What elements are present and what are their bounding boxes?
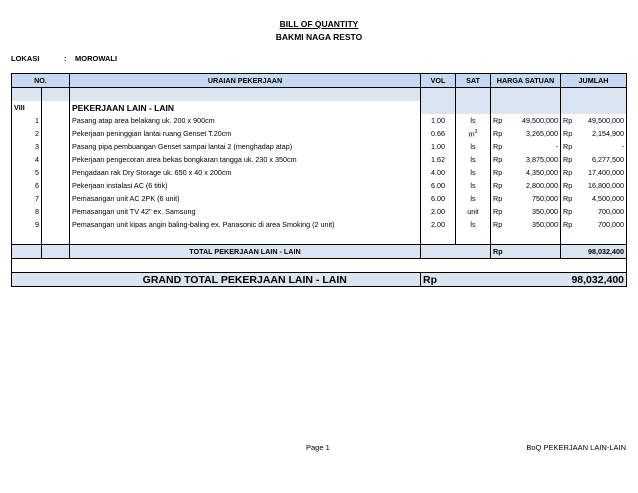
section-name: PEKERJAAN LAIN - LAIN xyxy=(70,101,421,114)
item-unit: ls xyxy=(456,192,491,205)
total-value: 98,032,400 xyxy=(561,245,627,259)
item-unit-price: 2,800,000 xyxy=(526,181,558,190)
item-unit: ls xyxy=(456,166,491,179)
item-total: 4,500,000 xyxy=(578,192,627,205)
item-total-currency: Rp xyxy=(561,166,578,179)
item-description: Pemasangan unit AC 2PK (6 unit) xyxy=(70,192,421,205)
item-unit: ls xyxy=(456,140,491,153)
item-unit-price: 4,350,000 xyxy=(526,168,558,177)
document-title: BILL OF QUANTITY xyxy=(279,19,359,29)
item-volume: 1.00 xyxy=(421,140,456,153)
item-price-currency: Rp xyxy=(491,114,508,127)
item-total-currency: Rp xyxy=(561,179,578,192)
unit-superscript: 3 xyxy=(474,128,478,135)
location-label: LOKASI xyxy=(11,54,40,63)
item-volume: 1.62 xyxy=(421,153,456,166)
item-number: 6 xyxy=(12,179,42,192)
section-number: VIII xyxy=(12,101,42,114)
item-total: 700,000 xyxy=(578,218,627,231)
grand-total-currency: Rp xyxy=(421,273,456,287)
item-volume: 6.00 xyxy=(421,192,456,205)
item-unit-price: 3,875,000 xyxy=(526,155,558,164)
item-spacer xyxy=(42,153,70,166)
project-name: BAKMI NAGA RESTO xyxy=(275,32,363,42)
item-price-currency: Rp xyxy=(491,153,508,166)
item-number: 9 xyxy=(12,218,42,231)
grand-total-label: GRAND TOTAL PEKERJAAN LAIN - LAIN xyxy=(70,273,421,287)
total-currency: Rp xyxy=(491,245,561,259)
item-row xyxy=(12,114,627,127)
item-number: 5 xyxy=(12,166,42,179)
item-spacer xyxy=(42,205,70,218)
spacer-row xyxy=(12,88,627,102)
item-price-currency: Rp xyxy=(491,127,508,140)
item-spacer xyxy=(42,218,70,231)
item-spacer xyxy=(42,179,70,192)
item-row xyxy=(12,218,627,231)
item-total-currency: Rp xyxy=(561,192,578,205)
col-vol-header: VOL xyxy=(421,74,456,88)
item-price-currency: Rp xyxy=(491,218,508,231)
item-description: Pasang atap area belakang uk. 200 x 900cm xyxy=(70,114,421,127)
item-price-currency: Rp xyxy=(491,179,508,192)
item-total: 49,500,000 xyxy=(578,114,627,127)
unit-text: m xyxy=(468,129,475,139)
section-row xyxy=(12,101,627,114)
item-row xyxy=(12,179,627,192)
total-row xyxy=(12,245,627,259)
item-spacer xyxy=(42,140,70,153)
grand-total-value: 98,032,400 xyxy=(561,273,627,287)
col-total-header: JUMLAH xyxy=(561,74,627,88)
item-price-currency: Rp xyxy=(491,140,508,153)
item-spacer xyxy=(42,192,70,205)
item-unit-price: 750,000 xyxy=(532,194,558,203)
col-no-header: NO. xyxy=(12,74,70,88)
location-separator: : xyxy=(64,54,67,63)
item-volume: 1.00 xyxy=(421,114,456,127)
item-spacer xyxy=(42,166,70,179)
item-total: 2,154,900 xyxy=(578,127,627,140)
item-total-currency: Rp xyxy=(561,140,578,153)
item-number: 8 xyxy=(12,205,42,218)
item-description: Pekerjaan pengecoran area bekas bongkaran tangga uk. 230 x 350cm xyxy=(70,153,421,166)
item-spacer xyxy=(42,114,70,127)
item-price-currency: Rp xyxy=(491,166,508,179)
header-row xyxy=(12,74,627,88)
item-number: 4 xyxy=(12,153,42,166)
item-total: - xyxy=(578,140,627,153)
page-number: Page 1 xyxy=(306,443,330,452)
item-row xyxy=(12,192,627,205)
item-number: 7 xyxy=(12,192,42,205)
item-total-currency: Rp xyxy=(561,205,578,218)
item-volume: 4.00 xyxy=(421,166,456,179)
item-number: 3 xyxy=(12,140,42,153)
item-unit: unit xyxy=(456,205,491,218)
item-number: 1 xyxy=(12,114,42,127)
item-total: 700,000 xyxy=(578,205,627,218)
sheet-name: BoQ PEKERJAAN LAIN-LAIN xyxy=(526,443,626,452)
item-total: 17,400,000 xyxy=(578,166,627,179)
item-total-currency: Rp xyxy=(561,127,578,140)
item-description: Pemasangan unit kipas angin baling-baling ex. Panasonic di area Smoking (2 unit) xyxy=(70,218,421,231)
item-unit-price: 350,000 xyxy=(532,207,558,216)
item-total: 16,800,000 xyxy=(578,179,627,192)
grand-total-row xyxy=(12,273,627,287)
item-unit-price: - xyxy=(555,142,558,151)
total-label: TOTAL PEKERJAAN LAIN - LAIN xyxy=(70,245,421,259)
item-row xyxy=(12,140,627,153)
item-total-currency: Rp xyxy=(561,114,578,127)
item-volume: 6.00 xyxy=(421,179,456,192)
item-description: Pekerjaan peninggian lantai ruang Genset T.20cm xyxy=(70,127,421,140)
col-unit-header: SAT xyxy=(456,74,491,88)
item-unit-price: 350,000 xyxy=(532,220,558,229)
item-volume: 2.00 xyxy=(421,218,456,231)
item-row xyxy=(12,205,627,218)
item-unit xyxy=(456,127,491,140)
item-volume: 0.66 xyxy=(421,127,456,140)
item-price-currency: Rp xyxy=(491,205,508,218)
spacer-row-2 xyxy=(12,259,627,273)
item-total-currency: Rp xyxy=(561,218,578,231)
item-unit-price: 3,265,000 xyxy=(526,129,558,138)
item-description: Pemasangan unit TV 42" ex. Samsung xyxy=(70,205,421,218)
item-unit: ls xyxy=(456,153,491,166)
item-unit-price: 49,500,000 xyxy=(522,116,558,125)
item-spacer xyxy=(42,127,70,140)
item-row xyxy=(12,153,627,166)
item-row xyxy=(12,127,627,140)
boq-table xyxy=(11,73,627,287)
item-unit: ls xyxy=(456,114,491,127)
item-description: Pekerjaan instalasi AC (6 titik) xyxy=(70,179,421,192)
item-row xyxy=(12,166,627,179)
item-price-currency: Rp xyxy=(491,192,508,205)
item-total-currency: Rp xyxy=(561,153,578,166)
item-description: Pasang pipa pembuangan Genset sampai lantai 2 (menghadap atap) xyxy=(70,140,421,153)
item-unit: ls xyxy=(456,218,491,231)
item-volume: 2.00 xyxy=(421,205,456,218)
col-desc-header: URAIAN PEKERJAAN xyxy=(70,74,421,88)
item-number: 2 xyxy=(12,127,42,140)
item-total: 6,277,500 xyxy=(578,153,627,166)
item-unit: ls xyxy=(456,179,491,192)
item-description: Pengadaan rak Dry Storage uk. 650 x 40 x 200cm xyxy=(70,166,421,179)
col-price-header: HARGA SATUAN xyxy=(491,74,561,88)
location-value: MOROWALI xyxy=(75,54,118,63)
blank-row xyxy=(12,231,627,245)
